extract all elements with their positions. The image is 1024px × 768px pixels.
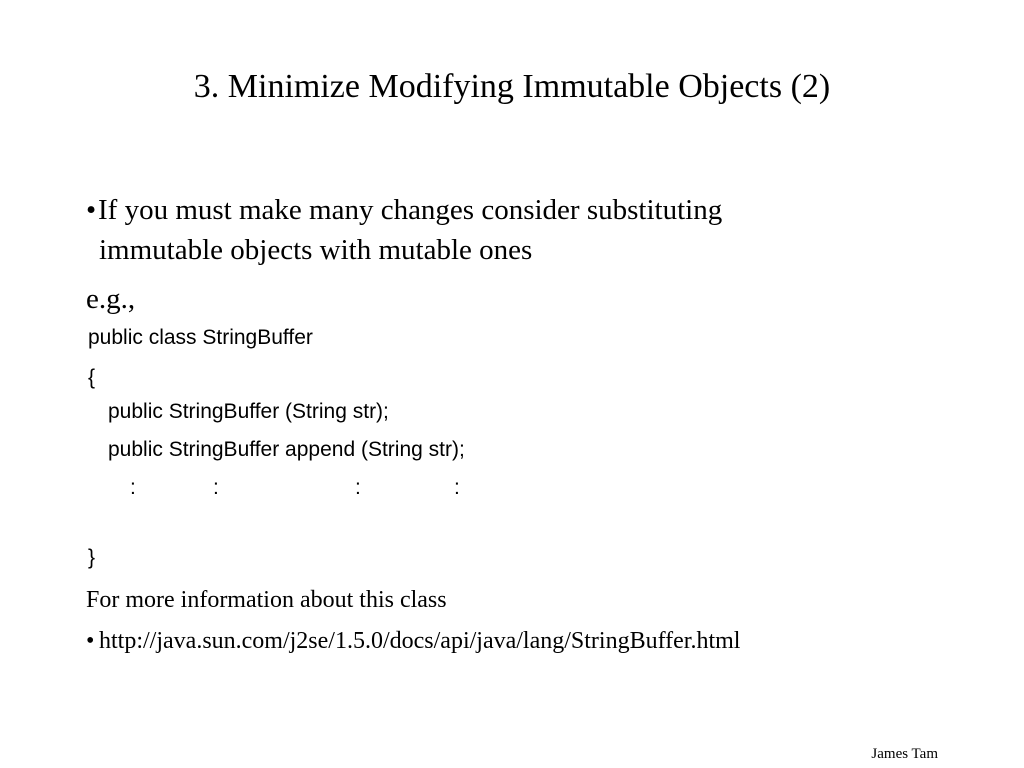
example-label: e.g.,: [86, 283, 136, 315]
code-constructor-line: public StringBuffer (String str);: [108, 400, 389, 423]
code-ellipsis-colon: :: [454, 476, 460, 499]
reference-link-item: [86, 625, 740, 657]
code-ellipsis-colon: :: [213, 476, 219, 499]
code-ellipsis-colon: :: [130, 476, 136, 499]
code-close-brace: }: [88, 546, 96, 569]
code-open-brace: {: [88, 366, 96, 389]
reference-url: http://java.sun.com/j2se/1.5.0/docs/api/java/lang/StringBuffer.html: [99, 628, 741, 654]
author-footer: James Tam: [871, 746, 938, 762]
bullet-icon: •: [86, 194, 97, 226]
bullet-icon: •: [86, 628, 95, 654]
code-ellipsis-colon: :: [355, 476, 361, 499]
main-bullet-line-1: If you must make many changes consider substituting: [98, 194, 723, 226]
code-append-line: public StringBuffer append (String str);: [108, 438, 465, 461]
slide-title: 3. Minimize Modifying Immutable Objects (2): [193, 68, 831, 105]
code-class-declaration: public class StringBuffer: [88, 326, 313, 349]
main-bullet-line-2: immutable objects with mutable ones: [99, 234, 533, 266]
more-info-text: For more information about this class: [86, 587, 447, 613]
main-bullet-point: [86, 190, 986, 270]
